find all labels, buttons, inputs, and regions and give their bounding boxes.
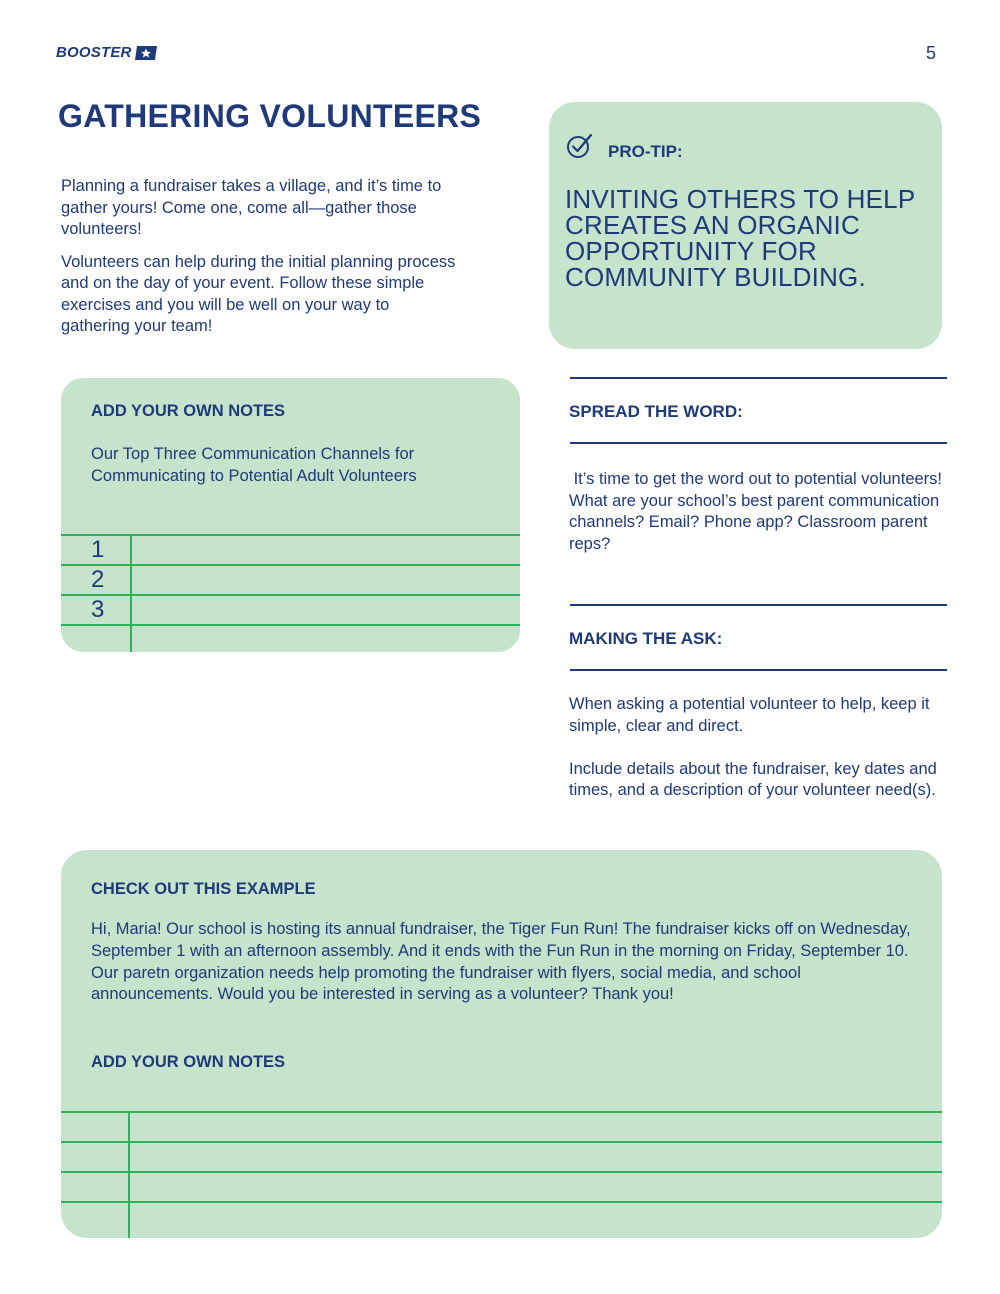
intro-paragraph-2: Volunteers can help during the initial planning process and on the day of your event. Follow these simple exercises and you will be well on your way to gathering your team!	[61, 252, 456, 335]
spread-the-word-heading: SPREAD THE WORD:	[569, 402, 743, 421]
notes-margin-line	[130, 534, 132, 652]
page-number: 5	[926, 43, 937, 63]
section-rule	[570, 669, 947, 671]
pro-tip-text: INVITING OTHERS TO HELP CREATES AN ORGANIC OPPORTUNITY FOR COMMUNITY BUILDING.	[565, 184, 915, 292]
example-message: Hi, Maria! Our school is hosting its annual fundraiser, the Tiger Fun Run! The fundraiser kicks off on Wednesday, September 1 with an afternoon assembly. And it ends with the Fun Run in the morning on Friday, September 10. Our paretn organization needs help promoting the fundraiser with flyers, social media, and school announcements. Would you be interested in serving as a volunteer? Thank you!	[91, 920, 911, 1004]
spread-the-word-text: It’s time to get the word out to potential volunteers! What are your school’s best parent communication channels? Email? Phone app? Classroom parent reps?	[569, 470, 947, 553]
notes-line	[61, 1171, 942, 1173]
example-card	[61, 850, 942, 1238]
notes-line	[61, 1141, 942, 1143]
notes-number-2: 2	[91, 566, 105, 593]
section-rule	[570, 377, 947, 379]
section-rule	[570, 604, 947, 606]
example-notes-heading: ADD YOUR OWN NOTES	[91, 1053, 286, 1071]
notes-line	[61, 1201, 942, 1203]
pro-tip-label: PRO-TIP:	[608, 142, 683, 161]
notes-line	[61, 1111, 942, 1113]
making-the-ask-heading: MAKING THE ASK:	[569, 629, 723, 648]
section-rule	[570, 442, 947, 444]
booster-logo	[56, 44, 157, 61]
logo-wordmark: BOOSTER	[56, 44, 132, 61]
notes-heading: ADD YOUR OWN NOTES	[91, 402, 286, 420]
making-the-ask-text	[569, 694, 954, 823]
intro-paragraph-1: Planning a fundraiser takes a village, and it’s time to gather yours! Come one, come all—gather those volunteers!	[61, 177, 442, 238]
ask-paragraph-1: When asking a potential volunteer to help, keep it simple, clear and direct.	[569, 695, 930, 735]
notes-card-channels	[61, 378, 520, 652]
example-heading: CHECK OUT THIS EXAMPLE	[91, 880, 316, 898]
notes-description: Our Top Three Communication Channels for Communicating to Potential Adult Volunteers	[91, 445, 417, 485]
page-title: GATHERING VOLUNTEERS	[58, 98, 482, 134]
intro-text	[61, 176, 461, 349]
ask-paragraph-2: Include details about the fundraiser, key dates and times, and a description of your volunteer need(s).	[569, 759, 937, 799]
logo-star-icon	[135, 46, 157, 60]
notes-margin-line	[128, 1111, 130, 1238]
check-circle-icon	[566, 132, 596, 160]
notes-number-3: 3	[91, 596, 105, 623]
notes-number-1: 1	[91, 536, 105, 563]
